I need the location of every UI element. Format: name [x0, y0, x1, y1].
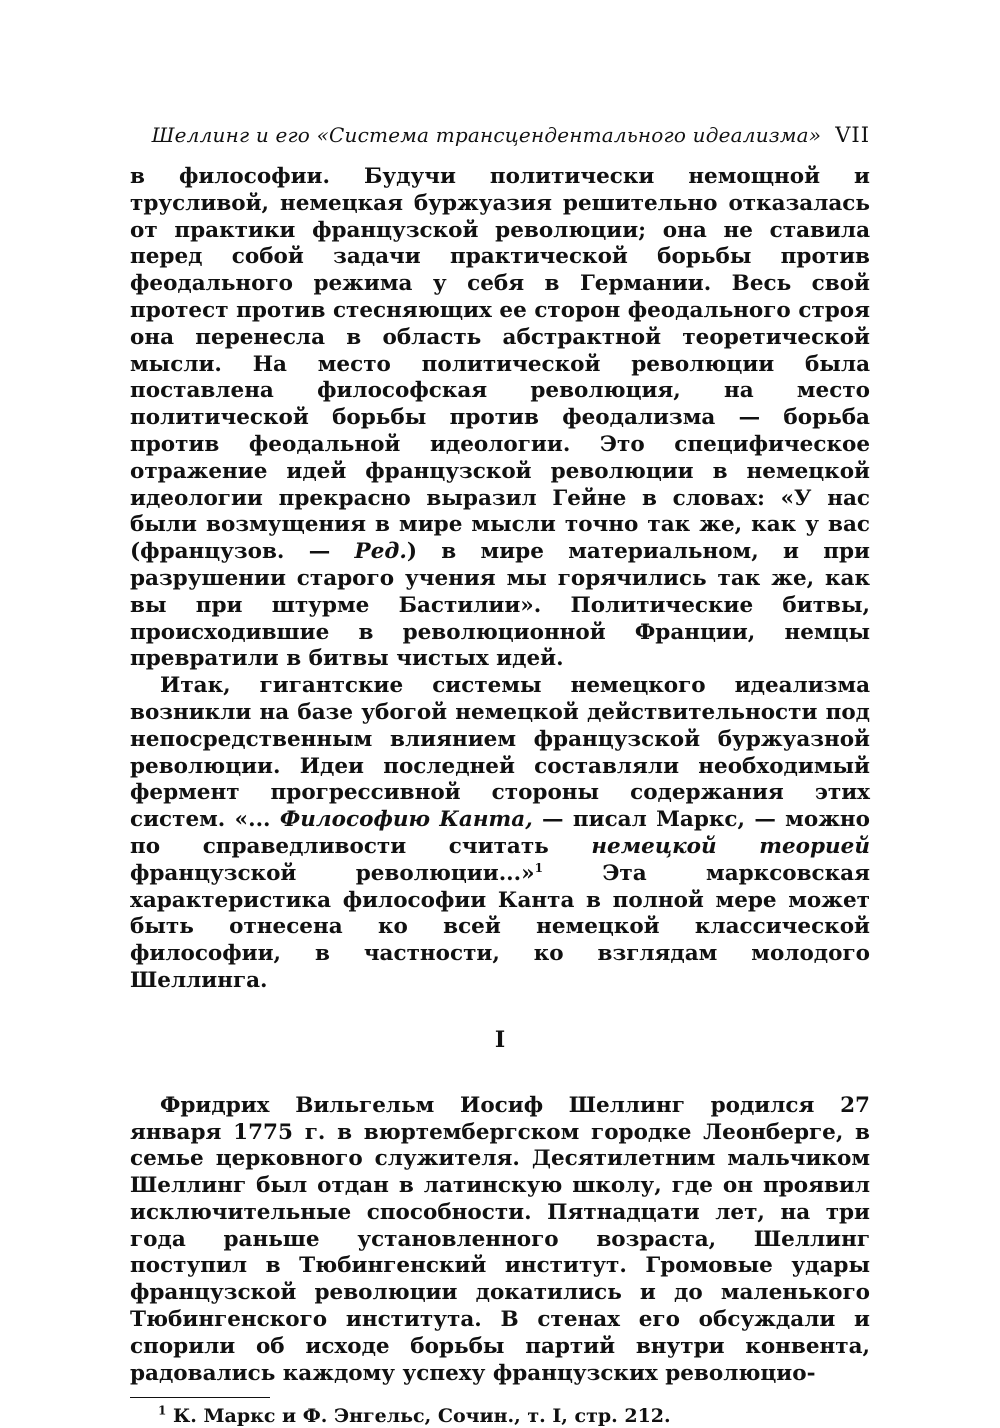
footnote-divider: [130, 1397, 270, 1398]
quote-italic-2: немецкой теорией: [591, 833, 870, 859]
running-title: Шеллинг и его «Система трансцендентального идеализма»: [151, 123, 822, 147]
quote-italic-1: Философию Канта,: [279, 807, 533, 833]
footnote-ref: 1: [534, 860, 543, 875]
paragraph-2-d: Эта марксовская характеристика философии Канта в полной мере может быть отнесена ко всей немецкой классической философии, в частности, ко взглядам молодого Шеллинга.: [130, 860, 870, 993]
paragraph-3: Фридрих Вильгельм Иосиф Шеллинг родился 27 января 1775 г. в вюртембергском городке Леонберге, в семье церковного служителя. Десятилетним мальчиком Шеллинг был отдан в латинскую школу, где он проявил исключительные способности. Пятнадцати лет, на три года раньше установленного возраста, Шеллинг поступил в Тюбингенский институт. Громовые удары французской революции докатились и до маленького Тюбингенского института. В стенах его обсуждали и спорили об исходе борьбы партий внутри конвента, радовались каждому успеху французских революцио-: [130, 1092, 870, 1386]
paragraph-1-end: ) в мире материальном, и при разрушении старого учения мы горячились так же, как вы при штурме Бастилии». Политические битвы, происходившие в революционной Франции, немцы превратили в битвы чистых идей.: [130, 539, 870, 672]
book-page: [130, 118, 870, 1428]
section-heading: I: [494, 1026, 506, 1053]
paragraph-2: [130, 673, 870, 995]
paragraph-1-text: в философии. Будучи политически немощной и трусливой, немецкая буржуазия решительно отказалась от практики французской революции; она не ставила перед собой задачи практической борьбы против феодального режима у себя в Германии. Весь свой протест против стесняющих ее сторон феодального строя она перенесла в область абстрактной теоретической мысли. На место политической революции была поставлена философская революция, на место политической борьбы против феодализма — борьба против феодальной идеологии. Это специфическое отражение идей французской революции в немецкой идеологии прекрасно выразил Гейне в словах: «У нас были возмущения в мире мысли точно так же, как у вас (французов. —: [130, 164, 870, 565]
paragraph-2-b: — писал Маркс, — можно по справедливости считать: [130, 807, 870, 859]
footnote: [130, 1404, 870, 1428]
editor-note: Ред.: [354, 539, 407, 565]
page-number: VII: [835, 123, 870, 147]
footnote-text: К. Маркс и Ф. Энгельс, Сочин., т. I, стр. 212.: [172, 1405, 671, 1428]
paragraph-1: [130, 164, 870, 673]
paragraph-2-c: французской революции...»: [130, 860, 535, 886]
running-head: [130, 118, 870, 152]
footnote-mark: 1: [158, 1404, 167, 1419]
paragraph-2-a: Итак, гигантские системы немецкого идеализма возникли на базе убогой немецкой действительности под непосредственным влиянием французской буржуазной революции. Идеи последней составляли необходимый фермент прогрессивной стороны содержания этих систем. «...: [130, 673, 870, 833]
